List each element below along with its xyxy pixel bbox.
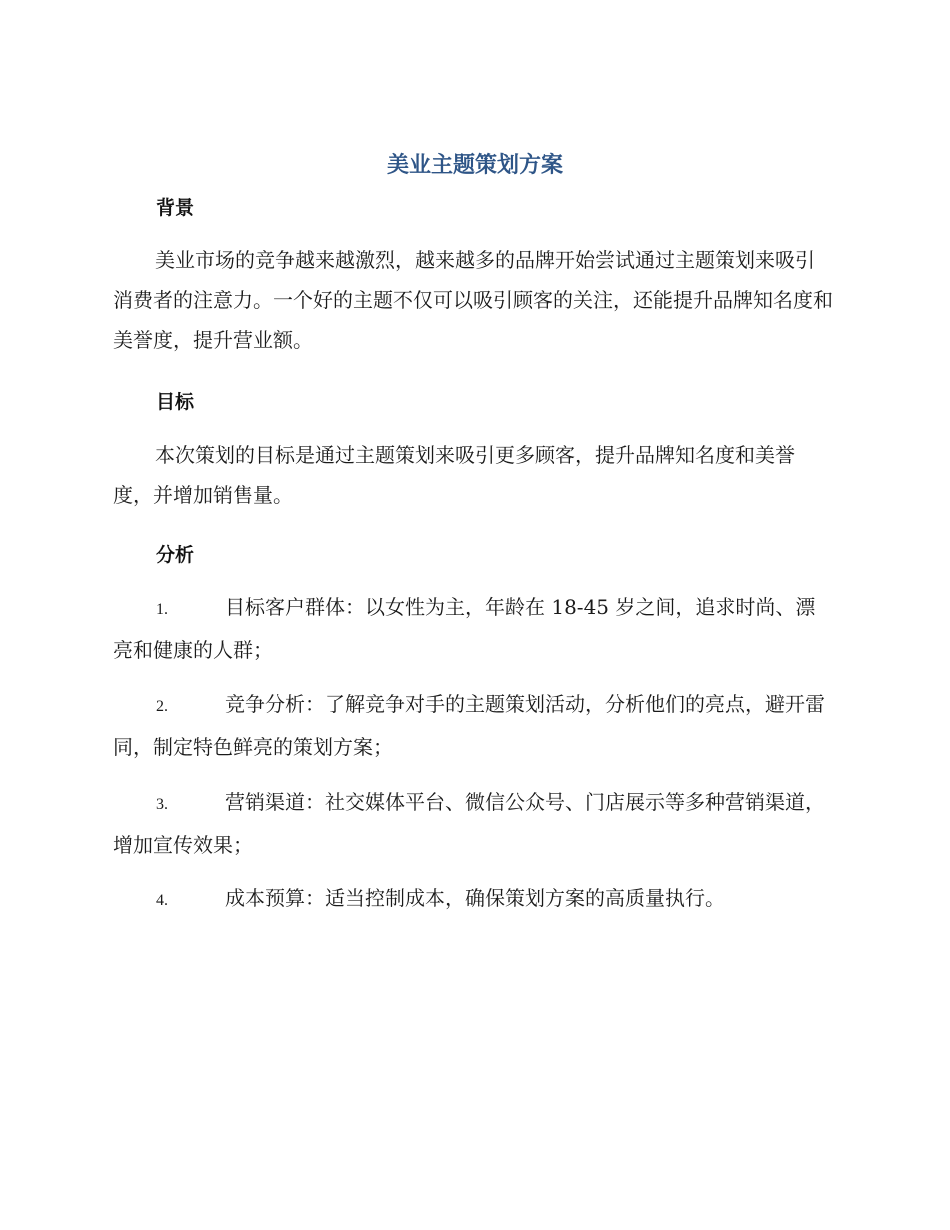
list-item [113,587,833,670]
list-item-number: 4. [156,892,168,909]
list-item-text: 竞争分析：了解竞争对手的主题策划活动，分析他们的亮点，避开雷同，制定特色鲜亮的策划方案； [113,692,825,759]
list-item [113,684,833,767]
list-item-number: 3. [156,796,168,813]
list-item-number: 1. [156,601,168,618]
section-heading-background: 背景 [156,197,195,219]
section-heading-goal: 目标 [156,391,195,413]
paragraph-background: 美业市场的竞争越来越激烈，越来越多的品牌开始尝试通过主题策划来吸引消费者的注意力。一个好的主题不仅可以吸引顾客的关注，还能提升品牌知名度和美誉度，提升营业额。 [113,248,833,352]
section-heading-analysis: 分析 [156,544,195,566]
list-item [113,782,833,865]
document-title: 美业主题策划方案 [386,153,563,178]
list-item-text: 目标客户群体：以女性为主，年龄在 18-45 岁之间，追求时尚、漂亮和健康的人群； [113,595,816,662]
list-item-number: 2. [156,698,168,715]
list-item-text: 成本预算：适当控制成本，确保策划方案的高质量执行。 [225,886,725,910]
paragraph-goal: 本次策划的目标是通过主题策划来吸引更多顾客，提升品牌知名度和美誉度，并增加销售量。 [113,443,795,507]
list-item [113,878,833,921]
list-item-text: 营销渠道：社交媒体平台、微信公众号、门店展示等多种营销渠道，增加宣传效果； [113,790,825,857]
